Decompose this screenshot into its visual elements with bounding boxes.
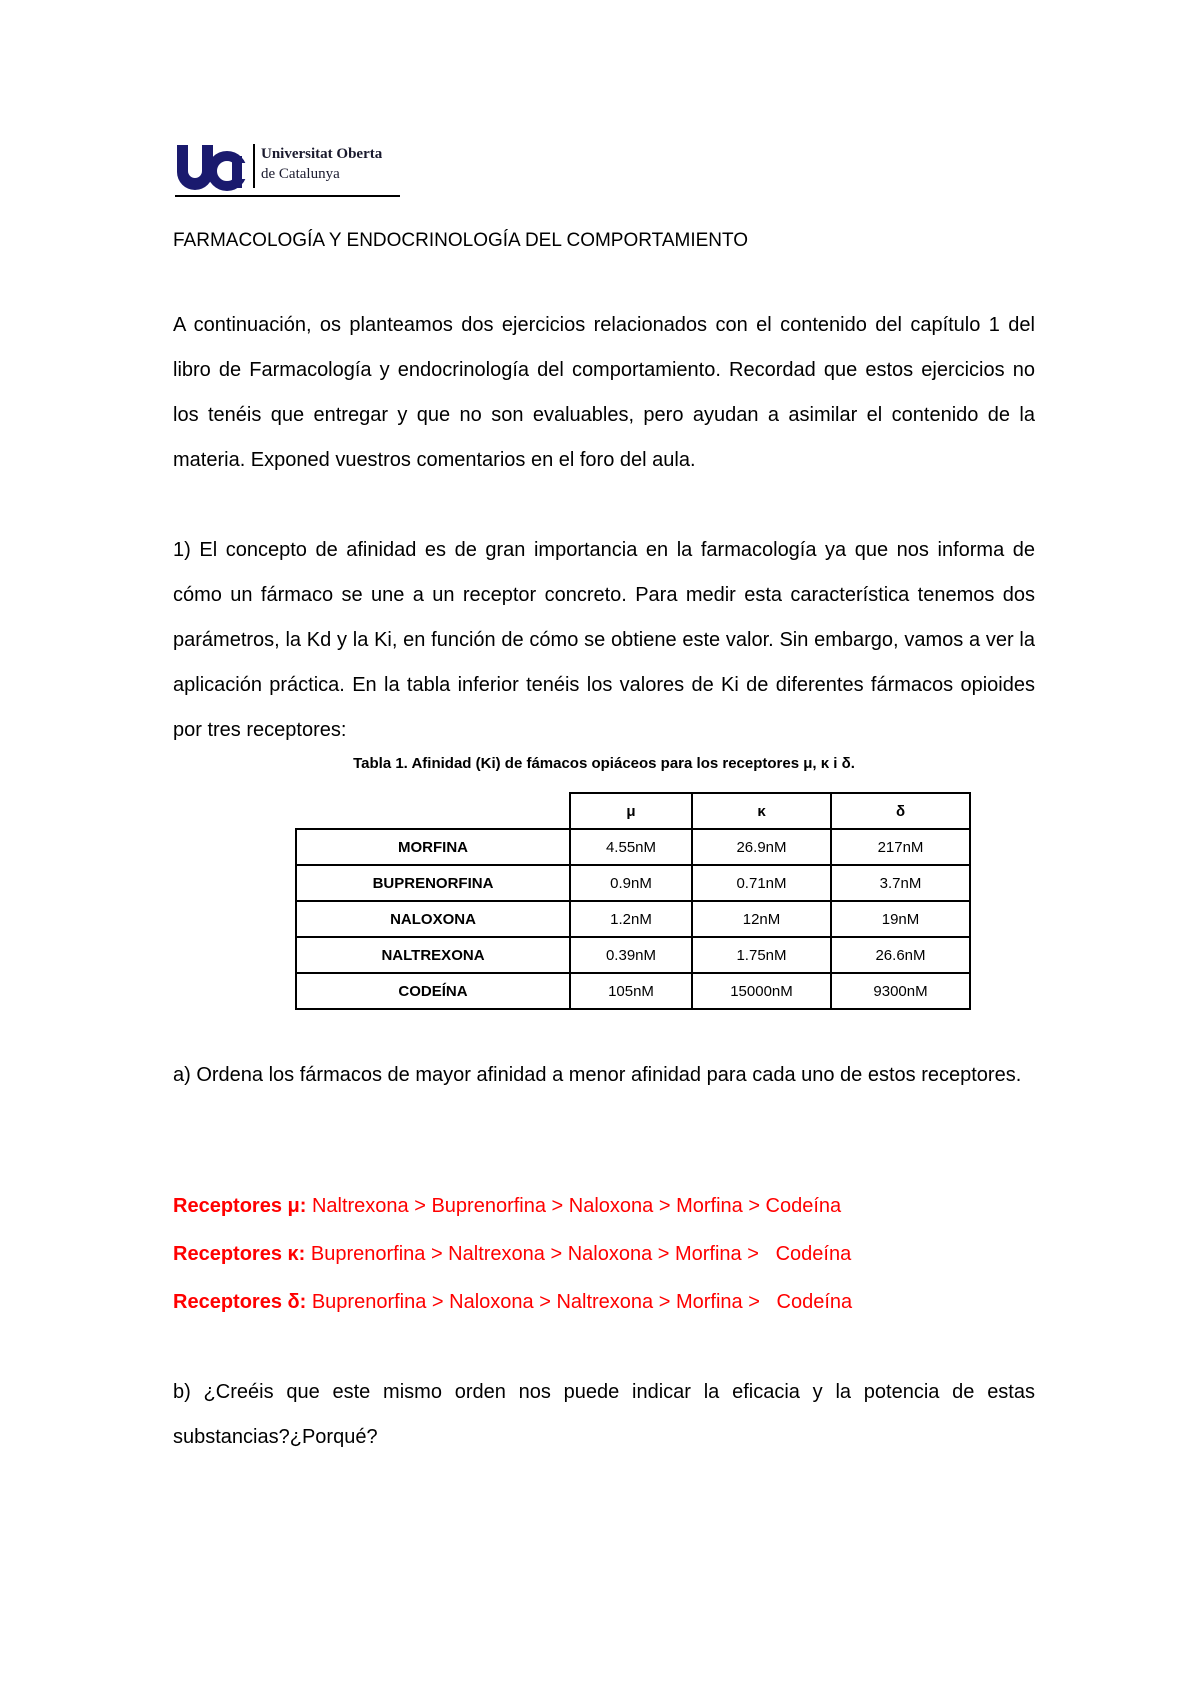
logo-line-2: de Catalunya (261, 166, 340, 182)
ki-mu: 1.2nM (570, 901, 692, 937)
ki-kappa: 0.71nM (692, 865, 831, 901)
ki-delta: 9300nM (831, 973, 970, 1009)
answer-mu-order: Naltrexona > Buprenorfina > Naloxona > Morfina > Codeína (306, 1195, 842, 1217)
answer-mu-label: Receptores μ: (173, 1195, 307, 1217)
ki-delta: 19nM (831, 901, 970, 937)
affinity-table (295, 792, 971, 1010)
header-empty-cell (296, 793, 570, 829)
answer-kappa (173, 1243, 851, 1266)
ki-kappa: 1.75nM (692, 937, 831, 973)
logo-underline (175, 195, 400, 197)
ki-mu: 105nM (570, 973, 692, 1009)
ki-kappa: 12nM (692, 901, 831, 937)
answer-delta-label: Receptores δ: (173, 1291, 307, 1313)
answer-kappa-label: Receptores κ: (173, 1243, 306, 1265)
table-row (296, 865, 970, 901)
table-caption: Tabla 1. Afinidad (Ki) de fámacos opiáceos para los receptores μ, κ i δ. (353, 755, 855, 772)
table-row (296, 829, 970, 865)
drug-name: MORFINA (296, 829, 570, 865)
uoc-logo (175, 138, 400, 196)
header-delta: δ (831, 793, 970, 829)
table-row (296, 901, 970, 937)
table-row (296, 973, 970, 1009)
question-a: a) Ordena los fármacos de mayor afinidad a menor afinidad para cada uno de estos receptores. (173, 1064, 1022, 1086)
table-header-row (296, 793, 970, 829)
answer-kappa-order: Buprenorfina > Naltrexona > Naloxona > Morfina > Codeína (305, 1243, 852, 1265)
header-mu: μ (570, 793, 692, 829)
ki-delta: 26.6nM (831, 937, 970, 973)
ki-mu: 0.39nM (570, 937, 692, 973)
intro-paragraph: A continuación, os planteamos dos ejercicios relacionados con el contenido del capítulo 1 del libro de Farmacología y endocrinología del comportamiento. Recordad que estos ejercicios no los tenéis que entregar y que no son evaluables, pero ayudan a asimilar el contenido de la materia. Exponed vuestros comentarios en el foro del aula. (173, 314, 1035, 471)
drug-name: BUPRENORFINA (296, 865, 570, 901)
header-kappa: κ (692, 793, 831, 829)
drug-name: NALOXONA (296, 901, 570, 937)
ki-kappa: 26.9nM (692, 829, 831, 865)
document-title: FARMACOLOGÍA Y ENDOCRINOLOGÍA DEL COMPORTAMIENTO (173, 230, 749, 251)
logo-line-1: Universitat Oberta (261, 146, 383, 162)
ki-delta: 217nM (831, 829, 970, 865)
drug-name: CODEÍNA (296, 973, 570, 1009)
ki-mu: 0.9nM (570, 865, 692, 901)
uoc-logo-text (253, 144, 382, 188)
answer-mu (173, 1195, 841, 1218)
uoc-logo-mark (175, 138, 249, 196)
answer-delta (173, 1291, 852, 1314)
ki-delta: 3.7nM (831, 865, 970, 901)
ki-kappa: 15000nM (692, 973, 831, 1009)
question-b: b) ¿Creéis que este mismo orden nos puede indicar la eficacia y la potencia de estas substancias?¿Porqué? (173, 1381, 1035, 1448)
answer-delta-order: Buprenorfina > Naloxona > Naltrexona > Morfina > Codeína (306, 1291, 853, 1313)
question-1-paragraph: 1) El concepto de afinidad es de gran importancia en la farmacología ya que nos informa de cómo un fármaco se une a un receptor concreto. Para medir esta característica tenemos dos parámetros, la Kd y la Ki, en función de cómo se obtiene este valor. Sin embargo, vamos a ver la aplicación práctica. En la tabla inferior tenéis los valores de Ki de diferentes fármacos opioides por tres receptores: (173, 539, 1035, 741)
drug-name: NALTREXONA (296, 937, 570, 973)
table-row (296, 937, 970, 973)
ki-mu: 4.55nM (570, 829, 692, 865)
